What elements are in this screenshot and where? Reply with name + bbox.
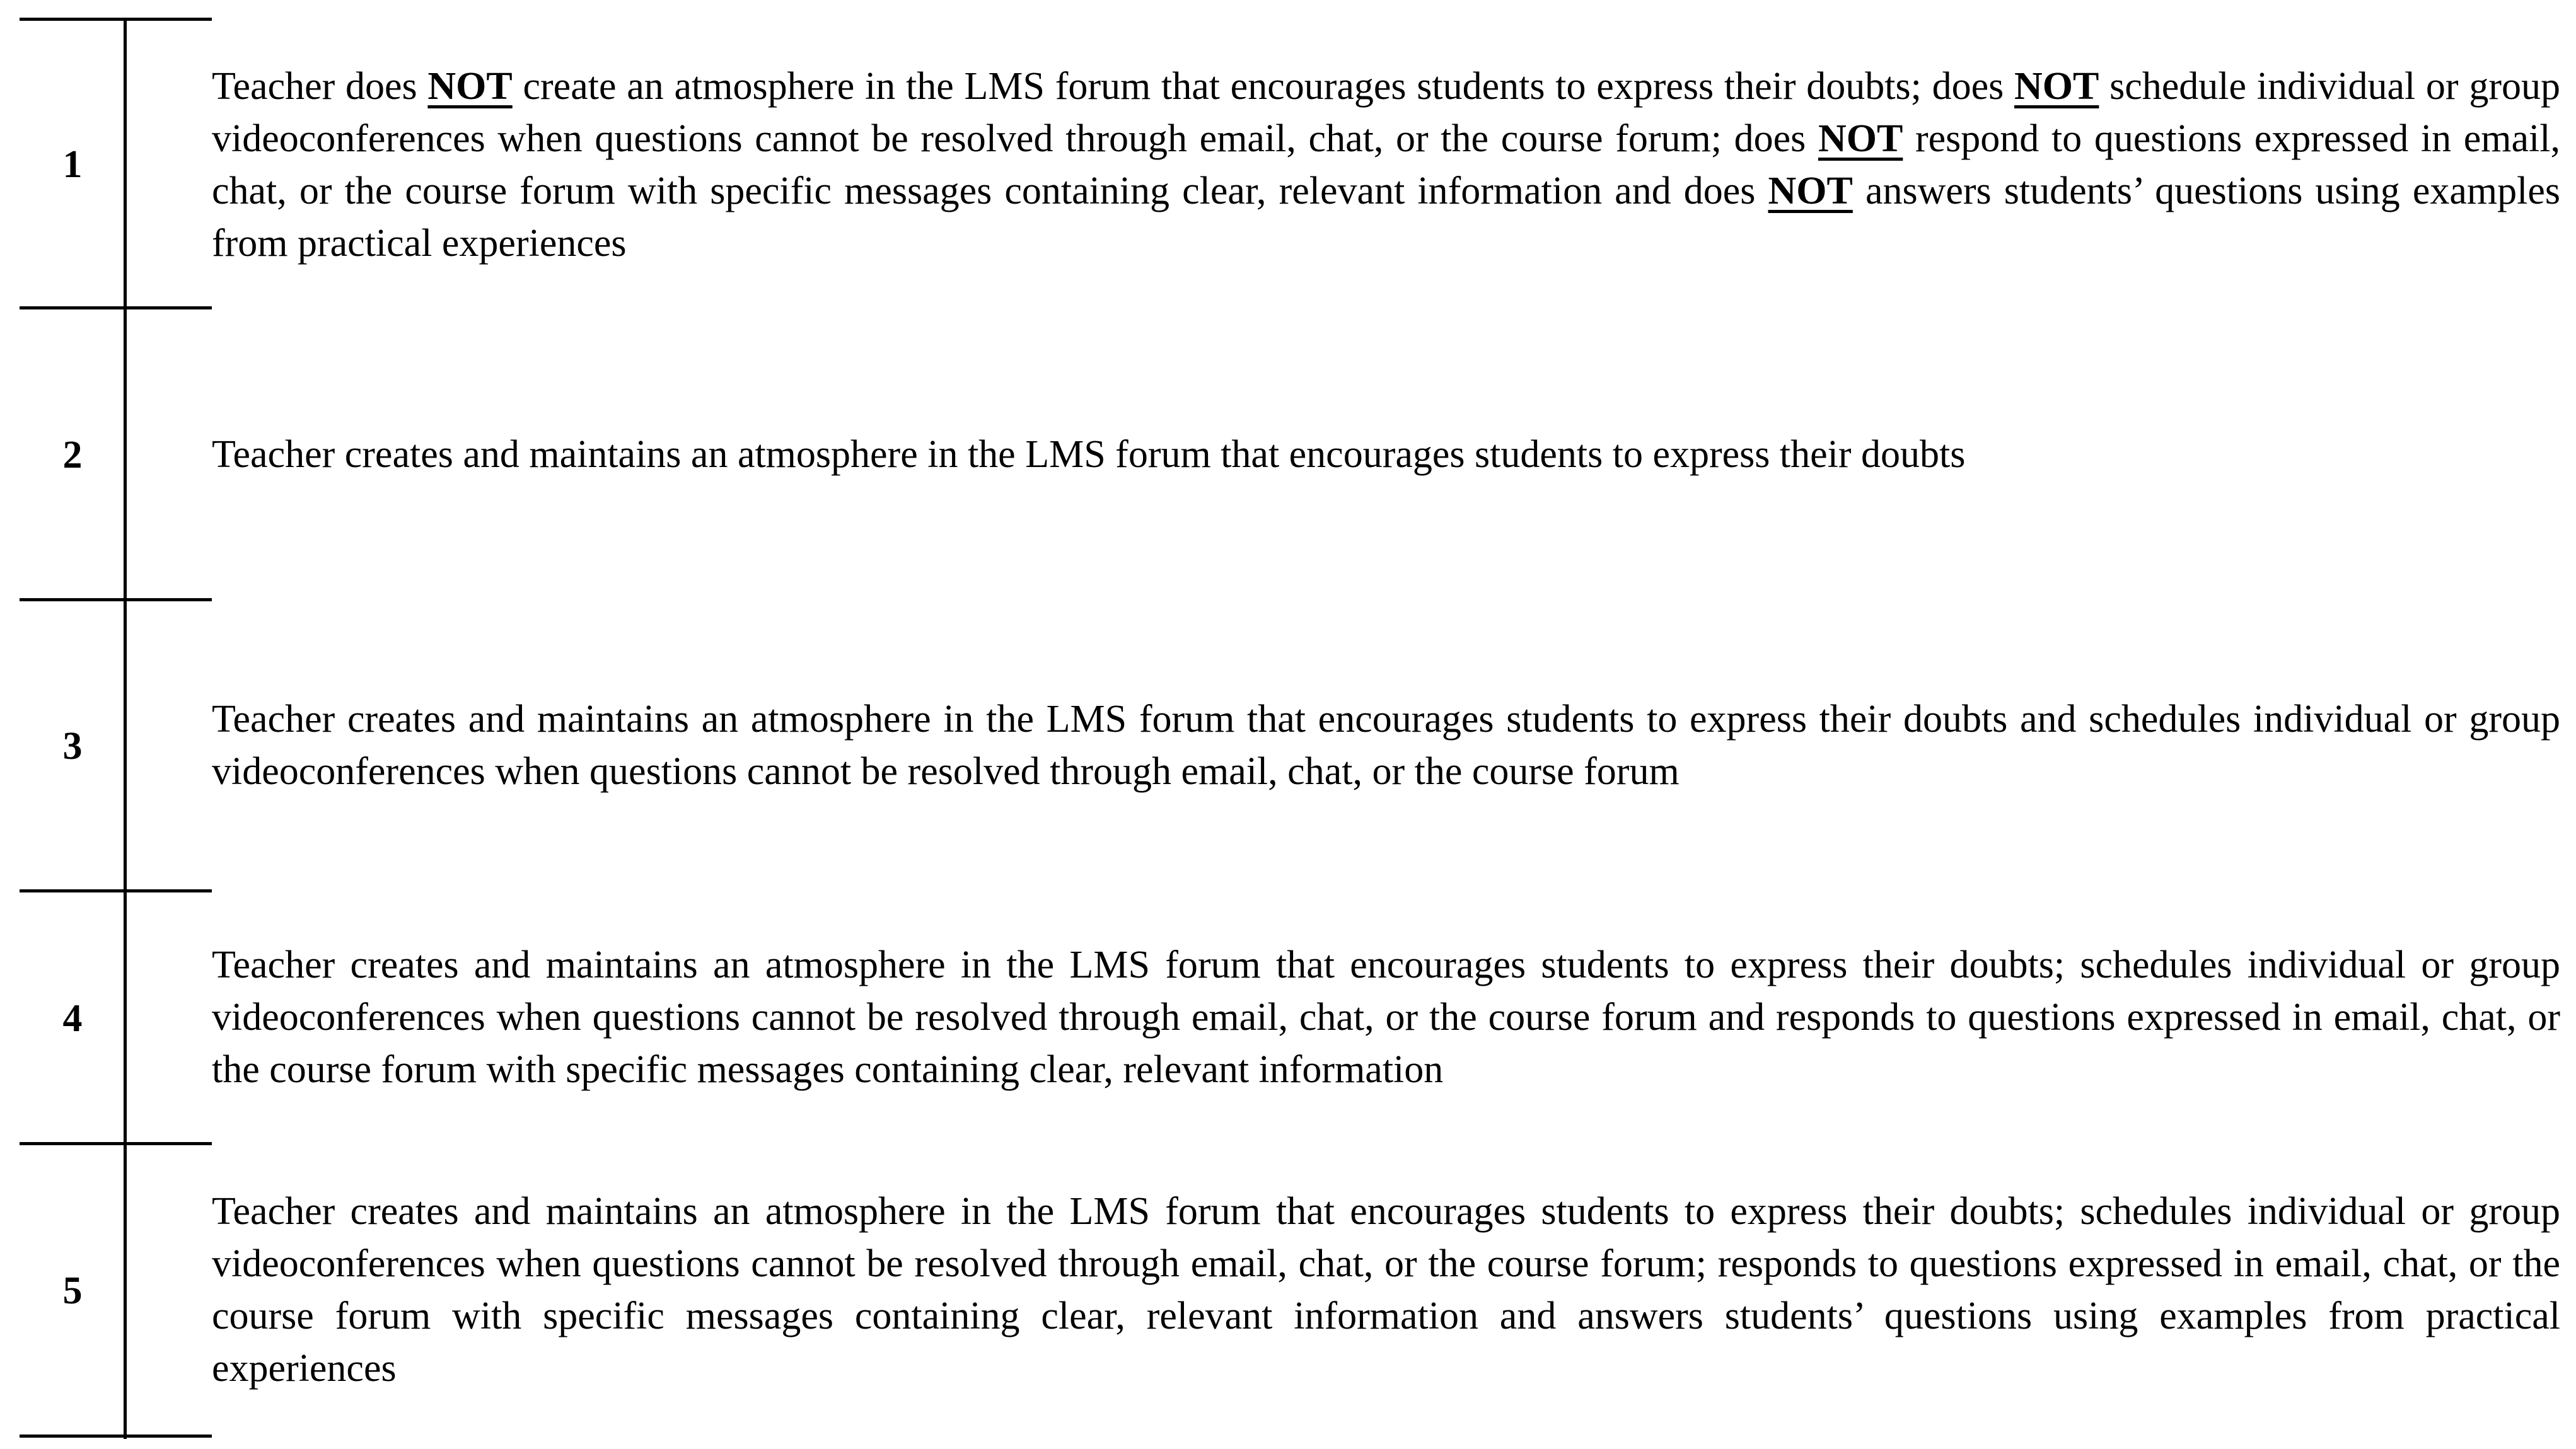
- column-divider: [124, 20, 127, 1439]
- description-text: answers students’ questions using examples from practical experiences: [212, 170, 2560, 265]
- negation-emphasis: NOT: [1818, 117, 1903, 160]
- negation-emphasis: NOT: [1768, 170, 1853, 212]
- description-text: create an atmosphere in the LMS forum that encourages students to express their doubts; does: [512, 65, 2014, 108]
- description-text: schedule individual or group videoconferences when questions cannot be resolved through email, chat, or the course forum; does: [212, 65, 2560, 160]
- level-number: 5: [62, 1269, 83, 1312]
- row-divider: [20, 1435, 212, 1438]
- level-description: Teacher creates and maintains an atmosphere in the LMS forum that encourages students to express their doubts and schedules individual or group videoconferences when questions cannot be resolved through email, chat, or the course forum: [212, 698, 2560, 793]
- row-divider: [20, 306, 212, 309]
- level-description: Teacher creates and maintains an atmosphere in the LMS forum that encourages students to express their doubts: [212, 433, 1966, 476]
- level-number: 4: [62, 997, 83, 1040]
- level-number: 2: [62, 434, 83, 476]
- description-text: Teacher does: [212, 65, 428, 108]
- description-text: respond to questions expressed in email, chat, or the course forum with specific messages containing clear, relevant information and does: [212, 117, 2560, 212]
- level-number: 1: [62, 143, 83, 186]
- level-description: Teacher creates and maintains an atmosphere in the LMS forum that encourages students to express their doubts; schedules individual or group videoconferences when questions cannot be resolved through email, chat, or the course forum and responds to questions expressed in email, chat, or the course forum with specific messages containing clear, relevant information: [212, 944, 2560, 1091]
- level-description: [212, 61, 2560, 270]
- level-description: Teacher creates and maintains an atmosphere in the LMS forum that encourages students to express their doubts; schedules individual or group videoconferences when questions cannot be resolved through email, chat, or the course forum; responds to questions expressed in email, chat, or the course forum with specific messages containing clear, relevant information and answers students’ questions using examples from practical experiences: [212, 1190, 2560, 1390]
- row-divider: [20, 598, 212, 601]
- level-number: 3: [62, 725, 83, 768]
- negation-emphasis: NOT: [2014, 65, 2099, 108]
- negation-emphasis: NOT: [427, 65, 513, 108]
- row-divider: [20, 18, 212, 21]
- row-divider: [20, 1142, 212, 1145]
- row-divider: [20, 889, 212, 892]
